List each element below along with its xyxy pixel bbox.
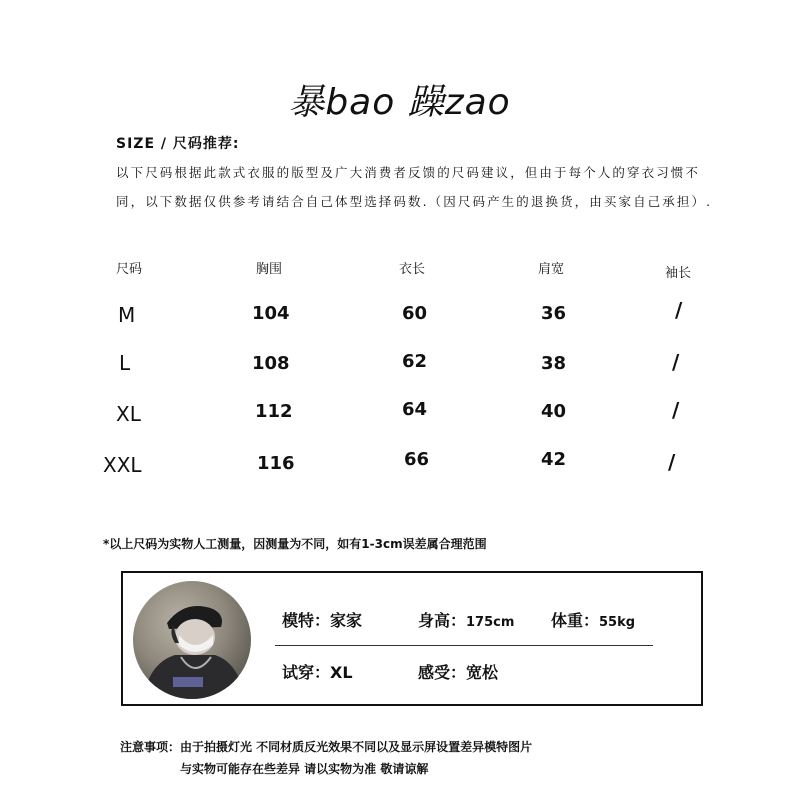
row-shoulder: 36 (541, 303, 567, 324)
row-length: 60 (402, 303, 428, 324)
row-sleeve: / (672, 350, 680, 374)
header-chest: 胸围 (256, 262, 283, 277)
tried-size: 试穿：XL (282, 663, 353, 682)
row-sleeve: / (675, 298, 683, 322)
row-shoulder: 38 (541, 353, 567, 374)
notice-line-1: 注意事项：由于拍摄灯光 不同材质反光效果不同以及显示屏设置差异模特图片 (120, 740, 533, 754)
row-length: 66 (404, 449, 430, 470)
size-recommendation-heading: SIZE / 尺码推荐: (116, 136, 240, 152)
model-height: 身高：175cm (418, 611, 515, 630)
measurement-note: *以上尺码为实物人工测量，因测量为不同，如有1-3cm误差属合理范围 (103, 537, 487, 551)
intro-line-1: 以下尺码根据此款式衣服的版型及广大消费者反馈的尺码建议，但由于每个人的穿衣习惯不 (116, 165, 701, 180)
notice-line-2: 与实物可能存在些差异 请以实物为准 敬请谅解 (180, 762, 429, 776)
model-name: 模特：家家 (282, 611, 363, 630)
row-shoulder: 42 (541, 449, 567, 470)
row-length: 64 (402, 399, 428, 420)
fit-feel: 感受：宽松 (418, 663, 499, 682)
header-sleeve: 袖长 (665, 266, 692, 281)
page-title: 暴bao 躁zao (288, 82, 511, 123)
row-size: XL (116, 402, 141, 426)
row-chest: 112 (255, 401, 293, 422)
row-length: 62 (402, 351, 428, 372)
model-weight: 体重：55kg (551, 611, 636, 630)
avatar (133, 581, 251, 699)
row-size: M (118, 303, 136, 327)
row-chest: 104 (252, 303, 290, 324)
row-size: XXL (103, 453, 142, 477)
row-sleeve: / (668, 450, 676, 474)
intro-line-2: 同，以下数据仅供参考请结合自己体型选择码数.（因尺码产生的退换货，由买家自己承担）. (116, 194, 713, 209)
row-sleeve: / (672, 398, 680, 422)
model-photo-icon (133, 581, 251, 699)
row-shoulder: 40 (541, 401, 567, 422)
row-chest: 116 (257, 453, 295, 474)
header-length: 衣长 (399, 262, 426, 277)
header-shoulder: 肩宽 (538, 262, 565, 277)
row-chest: 108 (252, 353, 290, 374)
divider (275, 645, 653, 646)
row-size: L (119, 351, 131, 375)
header-size: 尺码 (116, 262, 143, 277)
